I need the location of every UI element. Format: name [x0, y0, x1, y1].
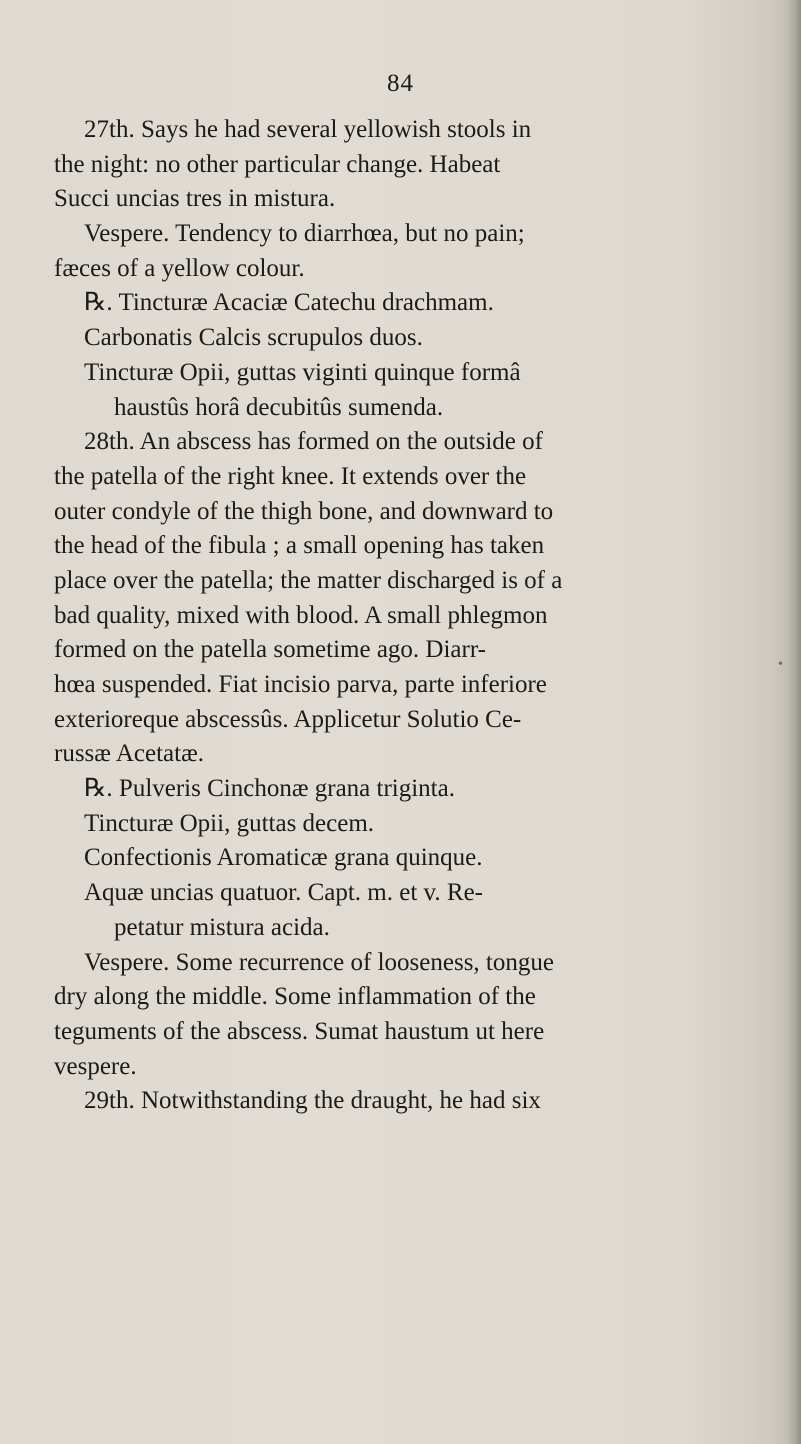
text-line: petatur mistura acida. — [114, 913, 330, 941]
text-line: vespere. — [54, 1052, 137, 1080]
text-line: bad quality, mixed with blood. A small phlegmon — [54, 601, 548, 629]
text-line: Confectionis Aromaticæ grana quinque. — [84, 844, 483, 872]
text-line: Vespere. Tendency to diarrhœa, but no pain; — [84, 220, 525, 248]
text-line: ℞. Pulveris Cinchonæ grana triginta. — [84, 775, 455, 803]
text-line: teguments of the abscess. Sumat haustum ut here — [54, 1017, 545, 1045]
text-line: Carbonatis Calcis scrupulos duos. — [84, 324, 423, 352]
text-line: Succi uncias tres in mistura. — [54, 185, 336, 213]
text-line: hœa suspended. Fiat incisio parva, parte inferiore — [54, 671, 547, 698]
text-line: Vespere. Some recurrence of looseness, tongue — [84, 948, 554, 976]
text-line: dry along the middle. Some inflammation of the — [54, 983, 536, 1011]
text-line: the night: no other particular change. Habeat — [54, 150, 501, 178]
text-line: place over the patella; the matter discharged is of a — [54, 566, 563, 594]
text-line: haustûs horâ decubitûs sumenda. — [114, 393, 444, 421]
body-text — [54, 113, 770, 1119]
text-line: the patella of the right knee. It extends over the — [54, 462, 527, 490]
text-line: Aquæ uncias quatuor. Capt. m. et v. Re- — [84, 879, 484, 907]
text-line: fæces of a yellow colour. — [54, 254, 305, 282]
margin-mark: • — [778, 657, 783, 672]
text-line: ℞. Tincturæ Acaciæ Catechu drachmam. — [84, 289, 494, 317]
text-line: formed on the patella sometime ago. Diarr- — [54, 636, 486, 664]
text-line: exterioreque abscessûs. Applicetur Solutio Ce- — [54, 705, 522, 733]
page-edge-shadow — [787, 0, 801, 1444]
text-line: 28th. An abscess has formed on the outside of — [84, 428, 543, 456]
page-number: 84 — [387, 70, 414, 97]
text-line: 27th. Says he had several yellowish stools in — [84, 116, 532, 143]
text-line: Tincturæ Opii, guttas viginti quinque formâ — [84, 358, 521, 386]
text-line: russæ Acetatæ. — [54, 740, 204, 768]
text-line: Tincturæ Opii, guttas decem. — [84, 809, 375, 837]
text-line: outer condyle of the thigh bone, and downward to — [54, 497, 554, 525]
text-line: the head of the fibula ; a small opening has taken — [54, 532, 545, 560]
text-line: 29th. Notwithstanding the draught, he had six — [84, 1087, 541, 1115]
